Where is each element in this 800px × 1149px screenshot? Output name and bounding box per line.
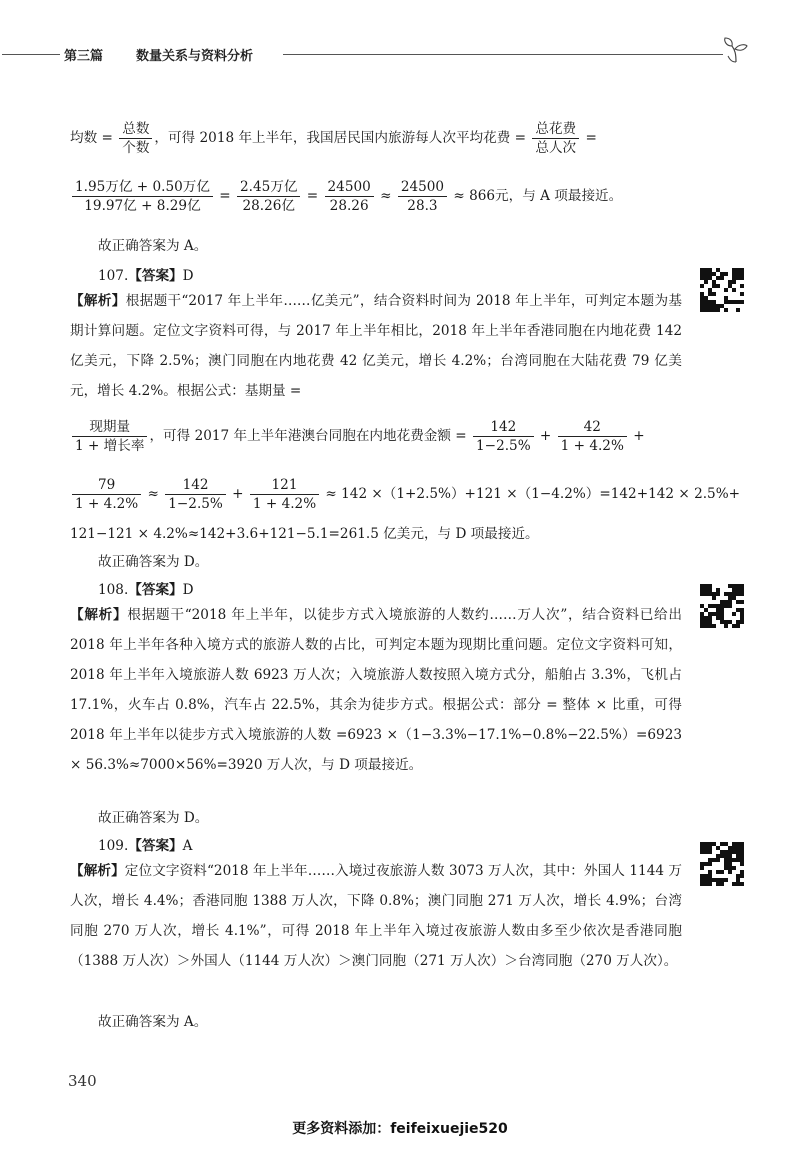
qr-module	[732, 288, 736, 292]
fraction-denominator: 1 + 4.2%	[560, 438, 624, 454]
qr-module	[732, 280, 736, 284]
header-rule-left	[2, 54, 60, 55]
qr-code-icon[interactable]	[700, 584, 744, 628]
fraction-denominator: 1−2.5%	[168, 496, 223, 512]
fraction-numerator: 现期量	[72, 418, 147, 437]
qr-module	[740, 600, 744, 604]
formula-107-a	[70, 418, 682, 455]
answer-label: 【答案】	[128, 838, 183, 854]
fraction	[165, 476, 226, 513]
formula-107-b	[70, 476, 740, 513]
header-rule-right	[283, 54, 723, 55]
calc-line-107: 121−121 × 4.2%≈142+3.6+121−5.1=261.5 亿美元，与 D 项最接近。	[70, 526, 539, 542]
qr-module	[708, 862, 712, 866]
analysis-label: 【解析】	[70, 607, 128, 623]
qr-module	[736, 624, 740, 628]
formula-text: ≈	[375, 188, 396, 204]
conclusion-106: 故正确答案为 A。	[98, 238, 208, 254]
qr-module	[740, 874, 744, 878]
fraction	[558, 418, 627, 455]
fraction	[72, 418, 147, 455]
fraction-numerator: 24500	[325, 178, 374, 197]
qr-code-icon[interactable]	[700, 268, 744, 312]
fraction-denominator: 个数	[122, 140, 150, 156]
qr-module	[740, 292, 744, 296]
formula-text: ，可得 2018 年上半年，我国居民国内旅游每人次平均花费 =	[154, 130, 531, 146]
sprout-icon	[722, 36, 750, 64]
qr-module	[716, 308, 720, 312]
conclusion-107: 故正确答案为 D。	[98, 554, 209, 570]
formula-text: =	[214, 188, 235, 204]
fraction	[237, 178, 300, 215]
fraction-numerator: 1.95万亿 + 0.50万亿	[72, 178, 213, 197]
qr-module	[716, 592, 720, 596]
fraction	[119, 120, 152, 157]
formula-line-1	[70, 120, 682, 157]
analysis-text: 根据题干“2018 年上半年，以徒步方式入境旅游的人数约……万人次”，结合资料已给出 2018 年上半年各种入境方式的旅游人数的占比，可判定本题为现期比重问题。定位文字资料可知，2018 年上半年入境旅游人数 6923 万人次；入境旅游人数按照入境方式分，船舶占 3.3%，飞机占 17.1%，火车占 0.8%，汽车占 22.5%，其余为徒步方式。根据公式：部分 = 整体 × 比重，可得 2018 年上半年以徒步方式入境旅游的人数 =6923 ×（1−3.3%−17.1%−0.8%−22.5%）=6923 × 56.3%≈7000×56%=3920 万人次，与 D 项最接近。	[70, 607, 682, 773]
page-header	[0, 44, 800, 64]
fraction-numerator: 24500	[398, 178, 447, 197]
fraction-denominator: 总人次	[535, 140, 577, 156]
analysis-label: 【解析】	[70, 293, 126, 309]
question-107-answer	[70, 266, 682, 286]
page-number: 340	[68, 1072, 97, 1090]
qr-module	[708, 882, 712, 886]
fraction	[250, 476, 319, 513]
qr-module	[700, 284, 704, 288]
formula-line-2	[70, 178, 682, 215]
qr-module	[740, 862, 744, 866]
qr-module	[724, 624, 728, 628]
fraction-denominator: 1 + 4.2%	[252, 496, 317, 512]
qr-module	[728, 604, 732, 608]
question-107-analysis	[70, 286, 682, 406]
formula-text: ≈ 866元，与 A 项最接近。	[449, 188, 623, 204]
qr-module	[740, 300, 744, 304]
fraction-numerator: 79	[72, 476, 141, 495]
formula-text: ，可得 2017 年上半年港澳台同胞在内地花费金额 =	[149, 428, 472, 444]
qr-module	[724, 878, 728, 882]
fraction	[473, 418, 534, 455]
fraction-numerator: 142	[165, 476, 226, 495]
fraction	[325, 178, 374, 215]
qr-module	[720, 276, 724, 280]
question-109-analysis	[70, 856, 682, 976]
conclusion-109: 故正确答案为 A。	[98, 1014, 208, 1030]
qr-module	[716, 284, 720, 288]
qr-module	[712, 596, 716, 600]
question-number: 108.	[98, 582, 129, 598]
qr-module	[740, 276, 744, 280]
fraction-denominator: 28.26亿	[242, 198, 295, 214]
formula-text: ≈	[143, 486, 164, 502]
fraction-denominator: 28.3	[407, 198, 438, 214]
answer-label: 【答案】	[128, 268, 183, 284]
fraction-denominator: 19.97亿 + 8.29亿	[84, 198, 201, 214]
footer-note: 更多资料添加：feifeixuejie520	[292, 1121, 508, 1137]
qr-code-icon[interactable]	[700, 842, 744, 886]
qr-module	[720, 870, 724, 874]
fraction	[398, 178, 447, 215]
chapter-label: 第三篇	[64, 49, 104, 64]
qr-module	[720, 882, 724, 886]
qr-module	[712, 292, 716, 296]
qr-module	[724, 272, 728, 276]
analysis-text: 根据题干“2017 年上半年……亿美元”，结合资料时间为 2018 年上半年，可判定本题为基期计算问题。定位文字资料可得，与 2017 年上半年相比，2018 年上半年香港同胞在内地花费 142 亿美元，下降 2.5%；澳门同胞在内地花费 42 亿美元，增长 4.2%；台湾同胞在大陆花费 79 亿美元，增长 4.2%。根据公式：基期量 =	[70, 293, 683, 399]
formula-text: =	[581, 130, 597, 146]
question-109-answer	[70, 836, 682, 856]
fraction	[532, 120, 579, 157]
analysis-label: 【解析】	[70, 863, 125, 879]
qr-module	[732, 612, 736, 616]
qr-module	[732, 866, 736, 870]
question-number: 107.	[98, 268, 129, 284]
answer-value: D	[182, 582, 194, 598]
answer-label: 【答案】	[128, 582, 183, 598]
question-number: 109.	[98, 838, 129, 854]
formula-text: +	[535, 428, 556, 444]
conclusion-108: 故正确答案为 D。	[98, 810, 209, 826]
fraction-numerator: 142	[473, 418, 534, 437]
qr-module	[724, 288, 728, 292]
formula-text: 均数 =	[70, 130, 118, 146]
fraction	[72, 476, 141, 513]
qr-module	[704, 280, 708, 284]
qr-module	[740, 620, 744, 624]
qr-module	[740, 592, 744, 596]
qr-module	[740, 882, 744, 886]
qr-module	[728, 870, 732, 874]
fraction-numerator: 2.45万亿	[237, 178, 300, 197]
fraction-numerator: 42	[558, 418, 627, 437]
fraction-denominator: 1−2.5%	[476, 438, 531, 454]
fraction-numerator: 总花费	[532, 120, 579, 139]
formula-text: +	[628, 428, 645, 444]
question-108-analysis	[70, 600, 682, 780]
analysis-text: 定位文字资料“2018 年上半年……入境过夜旅游人数 3073 万人次，其中：外国人 1144 万人次，增长 4.4%；香港同胞 1388 万人次，下降 0.8%；澳门同胞 271 万人次，增长 4.9%；台湾同胞 270 万人次，增长 4.1%”，可得 2018 年上半年入境过夜旅游人数由多至少依次是香港同胞（1388 万人次）＞外国人（1144 万人次）＞澳门同胞（271 万人次）＞台湾同胞（270 万人次）。	[70, 863, 683, 969]
fraction-numerator: 总数	[119, 120, 152, 139]
qr-module	[724, 308, 728, 312]
formula-text: ≈ 142 ×（1+2.5%）+121 ×（1−4.2%）=142+142 × 2.5%+	[321, 486, 740, 502]
qr-module	[708, 850, 712, 854]
formula-text: =	[302, 188, 323, 204]
answer-value: D	[182, 268, 194, 284]
question-108-answer	[70, 580, 682, 600]
qr-module	[716, 858, 720, 862]
fraction-denominator: 1 + 4.2%	[75, 496, 139, 512]
chapter-title: 数量关系与资料分析	[136, 49, 254, 64]
qr-module	[700, 866, 704, 870]
formula-text: +	[227, 486, 248, 502]
fraction-denominator: 28.26	[329, 198, 369, 214]
answer-value: A	[182, 838, 193, 854]
qr-module	[712, 624, 716, 628]
fraction-denominator: 1 + 增长率	[75, 438, 145, 454]
qr-module	[740, 284, 744, 288]
fraction-numerator: 121	[250, 476, 319, 495]
qr-module	[736, 308, 740, 312]
fraction	[72, 178, 213, 215]
